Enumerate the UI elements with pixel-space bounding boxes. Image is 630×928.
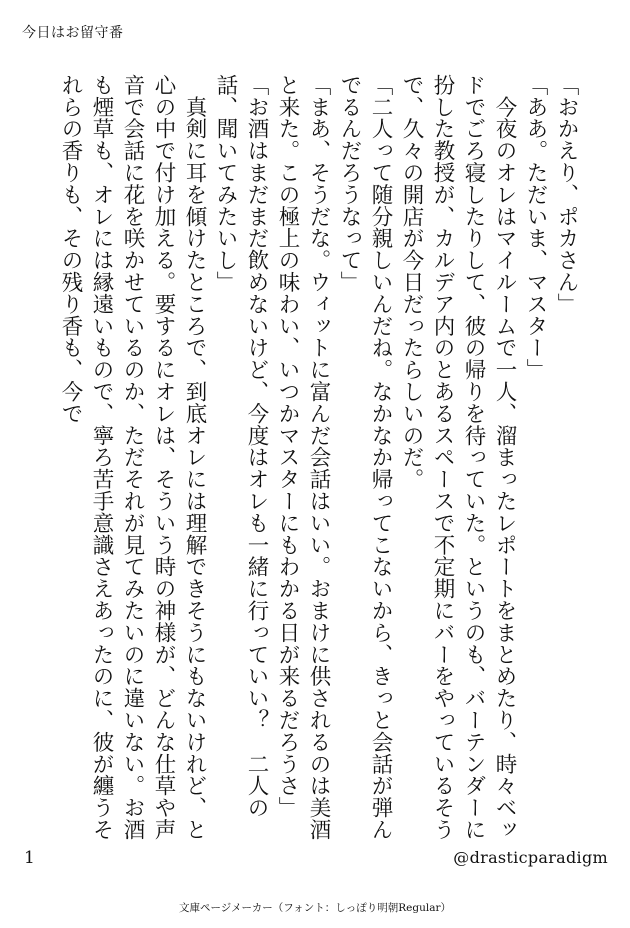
author-handle: @drasticparadigm xyxy=(453,848,608,867)
paragraph: 「おかえり、ポカさん」 xyxy=(554,74,579,315)
page-title: 今日はお留守番 xyxy=(22,25,124,41)
body-text xyxy=(52,74,582,844)
footer-credit: 文庫ページメーカー（フォント：しっぽり明朝Regular） xyxy=(179,902,451,914)
paragraph: 「二人って随分親しいんだね。なかなか帰ってこないから、きっと会話が弾んでるんだろうなって」 xyxy=(337,74,393,841)
paragraph: 真剣に耳を傾けたところで、到底オレには理解できそうにもないけれど、と心の中で付け加える。要するにオレは、そういう時の神様が、どんな仕草や声音で会話に花を咲かせているのか、ただそれが見てみたいのに違いない。お酒も煙草も、オレには縁遠いもので、寧ろ苦手意識さえあったのに、彼が纏うそれらの香りも、その残り香も、今で xyxy=(58,74,207,841)
paragraph: 「ああ。ただいま、マスター」 xyxy=(523,74,548,381)
page-number: 1 xyxy=(24,848,35,868)
paragraph: 「まあ、そうだな。ウィットに富んだ会話はいい。おまけに供されるのは美酒と来た。この極上の味わい、いつかマスターにもわかる日が来るだろうさ」 xyxy=(275,74,331,841)
paragraph: 今夜のオレはマイルームで一人、溜まったレポートをまとめたり、時々ベッドでごろ寝したりして、彼の帰りを待っていた。というのも、バーテンダーに扮した教授が、カルデア内のとあるスペースで不定期にバーをやっているそうで、久々の開店が今日だったらしいのだ。 xyxy=(399,74,517,841)
paragraph: 「お酒はまだまだ飲めないけど、今度はオレも一緒に行っていい？ 二人の話、聞いてみたいし」 xyxy=(213,74,269,819)
